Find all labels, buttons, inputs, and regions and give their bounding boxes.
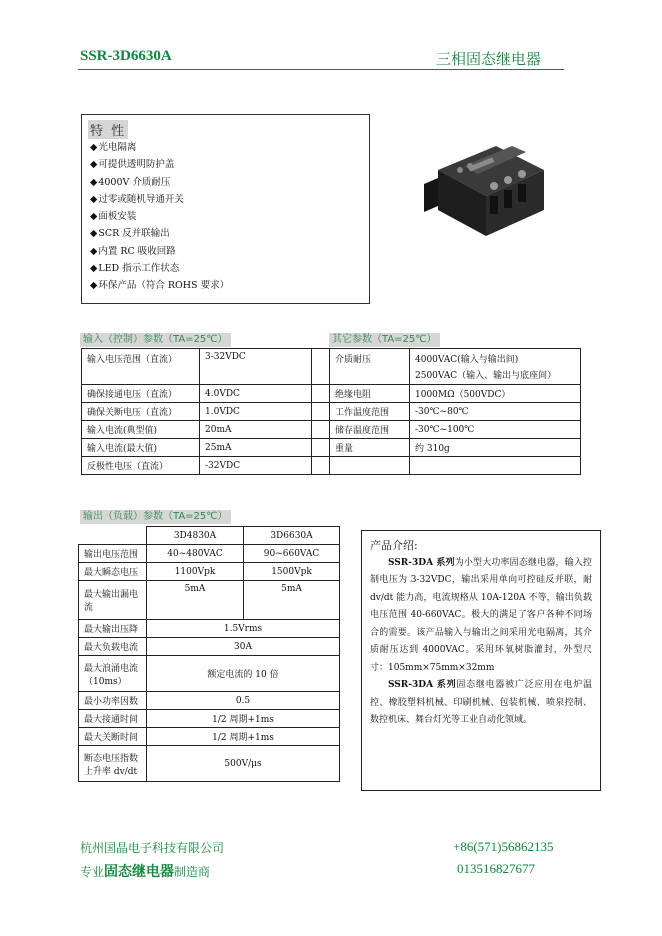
- param-value: 1500Vpk: [244, 563, 340, 581]
- param-name: 绝缘电阻: [330, 385, 410, 403]
- param-name: 重量: [330, 439, 410, 457]
- param-value: 90~660VAC: [244, 545, 340, 563]
- feature-item: ◆ LED 指示工作状态: [90, 260, 229, 277]
- param-name: 输入电流(最大值): [82, 439, 200, 457]
- param-value: [410, 349, 581, 385]
- param-name: 最大输出压降: [79, 620, 147, 638]
- table-row: [79, 728, 340, 746]
- feature-item: ◆ 环保产品（符合 ROHS 要求）: [90, 277, 229, 294]
- param-value: 1/2 周期+1ms: [147, 710, 340, 728]
- param-value: -32VDC: [200, 457, 312, 475]
- param-value: -30℃~80℃: [410, 403, 581, 421]
- intro-paragraph: [370, 555, 592, 678]
- feature-item: ◆ 可提供透明防护盖: [90, 156, 229, 173]
- intro-text: 为小型大功率固态继电器，输入控制电压为 3-32VDC，输出采用单向可控硅反并联，耐 dv/dt 能力高，电流规格从 10A-120A 不等，输出负载电压范围 40-660VAC。极大的满足了客户各种不同场合的需要。该产品输入与输出之间采用光电隔离，其介质耐压达到 4000VAC。采用环氧树脂灌封，外型尺寸：105mm×75mm×32mm: [370, 557, 592, 673]
- param-value: 20mA: [200, 421, 312, 439]
- param-value: 1.0VDC: [200, 403, 312, 421]
- param-value: 额定电流的 10 倍: [147, 656, 340, 692]
- model-number: SSR-3D6630A: [80, 48, 172, 64]
- param-value: 1.5Vrms: [147, 620, 340, 638]
- param-name: 输入电流(典型值): [82, 421, 200, 439]
- table-row: [79, 746, 340, 782]
- table-row: [79, 638, 340, 656]
- ssr-module-image: [420, 140, 546, 244]
- table-row: [82, 385, 581, 403]
- table-row: [79, 710, 340, 728]
- param-name: 最大瞬态电压: [79, 563, 147, 581]
- table-row: [82, 349, 581, 385]
- table-row: [82, 439, 581, 457]
- param-value: 约 310g: [410, 439, 581, 457]
- param-value: 0.5: [147, 692, 340, 710]
- features-title: 特 性: [88, 120, 128, 139]
- header-divider: [78, 69, 564, 70]
- table-row: [79, 581, 340, 620]
- slogan-suffix: 制造商: [174, 865, 211, 879]
- param-value: 5mA: [147, 581, 244, 620]
- phone-number: +86(571)56862135: [453, 839, 554, 854]
- series-name: SSR-3DA 系列: [388, 557, 455, 568]
- series-name: SSR-3DA 系列: [388, 680, 457, 690]
- param-value-line: 2500VAC（输入、输出与底座间）: [415, 371, 557, 381]
- feature-item: ◆ 面板安装: [90, 208, 229, 225]
- param-value: -30℃~100℃: [410, 421, 581, 439]
- table-row: [82, 457, 581, 475]
- param-value: 500V/μs: [147, 746, 340, 782]
- intro-paragraph: [370, 677, 592, 730]
- company-slogan: [80, 861, 210, 881]
- feature-item: ◆ 光电隔离: [90, 139, 229, 156]
- table-row: [79, 656, 340, 692]
- param-value-line: 4000VAC(输入与输出间): [415, 355, 519, 365]
- param-value: 3-32VDC: [200, 349, 312, 385]
- param-name: 输入电压范围（直流）: [82, 349, 200, 385]
- table-row: [79, 563, 340, 581]
- param-name: 反极性电压（直流）: [82, 457, 200, 475]
- intro-title: 产品介绍:: [370, 539, 418, 552]
- param-name: 最小功率因数: [79, 692, 147, 710]
- param-name: 最大负载电流: [79, 638, 147, 656]
- param-name: 最大接通时间: [79, 710, 147, 728]
- param-name: 工作温度范围: [330, 403, 410, 421]
- feature-item: ◆ 内置 RC 吸收回路: [90, 243, 229, 260]
- param-name: 最大关断时间: [79, 728, 147, 746]
- param-value: 4.0VDC: [200, 385, 312, 403]
- param-name: 最大浪涌电流（10ms）: [79, 656, 147, 692]
- param-name: 最大输出漏电流: [79, 581, 147, 620]
- intro-text: 固态继电器被广泛应用在电炉温控、橡胶塑料机械、印刷机械、包装机械、喷泉控制、数控机床、舞台灯光等工业自动化领域。: [370, 680, 592, 725]
- feature-item: ◆ SCR 反并联输出: [90, 225, 229, 242]
- table-row: [79, 545, 340, 563]
- slogan-highlight: 固态继电器: [104, 864, 175, 880]
- param-value: 30A: [147, 638, 340, 656]
- mobile-number: 013516827677: [457, 861, 535, 876]
- table-row: [79, 527, 340, 545]
- output-table: [78, 526, 340, 782]
- params-table: [81, 348, 581, 475]
- param-name: 确保关断电压（直流）: [82, 403, 200, 421]
- table-row: [82, 403, 581, 421]
- model-header: 3D4830A: [147, 527, 244, 545]
- product-intro-box: [361, 530, 601, 791]
- input-params-label: 输入（控制）参数（TA=25℃）: [80, 333, 231, 347]
- param-value: 40~480VAC: [147, 545, 244, 563]
- table-row: [82, 421, 581, 439]
- table-row: [79, 620, 340, 638]
- slogan-prefix: 专业: [80, 865, 105, 879]
- param-value: 25mA: [200, 439, 312, 457]
- feature-item: ◆ 过零或随机导通开关: [90, 191, 229, 208]
- param-name: 介质耐压: [330, 349, 410, 385]
- feature-item: ◆ 4000V 介质耐压: [90, 174, 229, 191]
- param-value: 1000MΩ（500VDC）: [410, 385, 581, 403]
- features-list: [90, 139, 229, 295]
- param-value: 1/2 周期+1ms: [147, 728, 340, 746]
- model-header: 3D6630A: [244, 527, 340, 545]
- document-title: 三相固态继电器: [436, 50, 542, 68]
- param-name: 储存温度范围: [330, 421, 410, 439]
- table-row: [79, 692, 340, 710]
- param-name: 断态电压指数上升率 dv/dt: [79, 746, 147, 782]
- other-params-label: 其它参数（TA=25℃）: [329, 333, 440, 347]
- param-value: 1100Vpk: [147, 563, 244, 581]
- param-name: 输出电压范围: [79, 545, 147, 563]
- output-params-label: 输出（负载）参数（TA=25℃）: [80, 510, 231, 524]
- company-name: 杭州国晶电子科技有限公司: [80, 841, 225, 855]
- param-value: 5mA: [244, 581, 340, 620]
- param-name: 确保接通电压（直流）: [82, 385, 200, 403]
